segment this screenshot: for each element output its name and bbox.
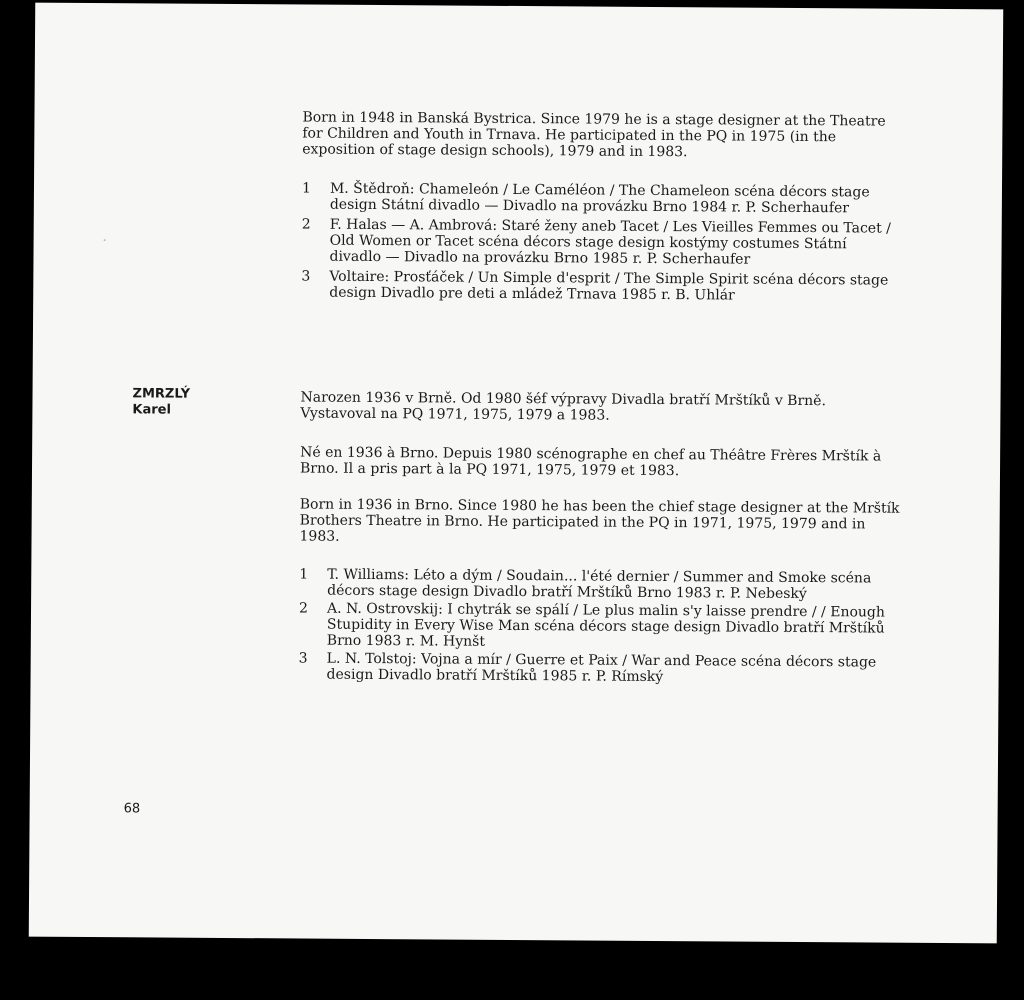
artist-name <box>132 386 190 418</box>
bio-paragraph: Born in 1948 in Banská Bystrica. Since 1979 he is a stage designer at the Theatre for Children and Youth in Trnava. He participated in the PQ in 1975 (in the exposition of stage design schools), 1979 and in 1983. <box>302 109 886 161</box>
work-text: M. Štědroň: Chameleón / Le Caméléon / The Chameleon scéna décors stage design Státní divadlo — Divadlo na provázku Brno 1984 r. P. Scherhaufer <box>329 180 870 217</box>
work-text: Voltaire: Prosťáček / Un Simple d'esprit / The Simple Spirit scéna décors stage design Divadlo pre deti a mládež Trnava 1985 r. B. Uhlár <box>329 268 889 304</box>
work-text: A. N. Ostrovskij: I chytrák se spálí / Le plus malin s'y laisse prendre / / Enough Stupidity in Every Wise Man scéna décors stage design Divadlo bratří Mrštíků Brno 1983 r. M. Hynšt <box>326 600 885 650</box>
work-item <box>301 268 901 304</box>
work-text: F. Halas — A. Ambrová: Staré ženy aneb Tacet / Les Vieilles Femmes ou Tacet / Old Women or Tacet scéna décors stage design kostýmy costumes Státní divadlo — Divadlo na provázku Brno 1985 r. P. Scherhaufer <box>329 216 891 268</box>
work-item <box>299 650 899 686</box>
prev-entry-bio-en <box>302 110 902 162</box>
work-item <box>299 566 899 602</box>
bio-paragraph: Born in 1936 in Brno. Since 1980 he has been the chief stage designer at the Mrštík Brothers Theatre in Brno. He participated in the PQ in 1971, 1975, 1979 and in 1983. <box>299 496 900 545</box>
work-item <box>302 180 902 216</box>
work-number: 1 <box>301 180 311 197</box>
work-text: L. N. Tolstoj: Vojna a mír / Guerre et Paix / War and Peace scéna décors stage design Divadlo bratří Mrštíků 1985 r. P. Rímský <box>326 650 877 686</box>
works-list <box>299 566 900 686</box>
work-number: 2 <box>298 600 309 617</box>
page-number: 68 <box>123 801 141 817</box>
artist-surname: ZMRZLÝ <box>132 386 191 402</box>
artist-firstname: Karel <box>132 402 172 418</box>
entry-bio-en <box>299 496 899 548</box>
speck <box>104 239 106 241</box>
entry-bio-cs <box>300 389 900 425</box>
works-list <box>301 180 902 304</box>
work-text: T. Williams: Léto a dým / Soudain... l'été dernier / Summer and Smoke scéna décors stage design Divadlo bratří Mrštíků Brno 1983 r. P. Nebeský <box>327 566 872 603</box>
entry-bio-fr <box>300 444 900 480</box>
work-item <box>299 600 899 652</box>
bio-paragraph: Né en 1936 à Brno. Depuis 1980 scénographe en chef au Théâtre Frères Mrštík à Brno. Il a pris part à la PQ 1971, 1975, 1979 et 1983. <box>299 444 882 480</box>
prev-entry-works <box>301 180 902 304</box>
work-item <box>301 216 901 268</box>
work-number: 3 <box>298 650 308 667</box>
work-number: 1 <box>299 566 309 583</box>
work-number: 2 <box>301 216 311 233</box>
work-number: 3 <box>301 268 311 285</box>
bio-paragraph: Narozen 1936 v Brně. Od 1980 šéf výpravy Divadla bratří Mrštíků v Brně. Vystavoval na PQ 1971, 1975, 1979 a 1983. <box>300 389 827 424</box>
book-page <box>29 3 1003 944</box>
entry-works <box>299 566 900 686</box>
